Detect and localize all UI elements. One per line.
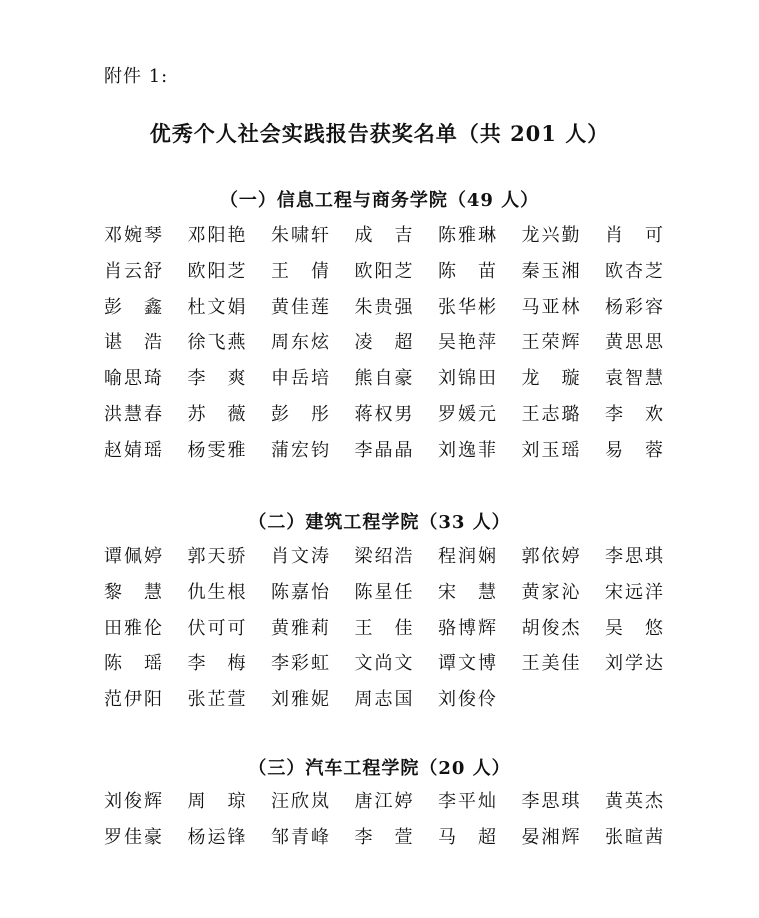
name-entry: 王荣辉	[521, 332, 582, 354]
name-entry: 周 琼	[187, 791, 246, 812]
name-entry: 刘逸菲	[438, 439, 498, 461]
name-entry: 胡俊杰	[521, 617, 582, 639]
name-entry: 李平灿	[438, 791, 498, 812]
name-entry: 欧阳芝	[187, 260, 248, 282]
name-entry: 刘锦田	[438, 368, 498, 390]
name-entry: 杜文娟	[187, 296, 248, 318]
name-entry: 伏可可	[187, 617, 248, 639]
name-entry: 邓婉琴	[104, 225, 164, 246]
name-entry: 杨雯雅	[187, 439, 248, 461]
name-entry: 罗佳豪	[104, 826, 164, 848]
name-entry: 李 爽	[187, 368, 246, 390]
name-entry: 袁智慧	[605, 368, 665, 390]
name-entry: 陈 苗	[438, 260, 496, 282]
name-entry: 谭佩婷	[104, 546, 164, 567]
name-entry: 谌 浩	[104, 332, 162, 354]
name-entry: 宋 慧	[438, 581, 496, 603]
name-entry: 罗媛元	[438, 403, 498, 425]
name-entry: 李晶晶	[354, 439, 415, 461]
name-entry: 谭文博	[438, 653, 498, 675]
name-entry: 周志国	[354, 689, 415, 711]
name-entry: 龙兴勤	[521, 225, 582, 246]
name-entry: 吴艳萍	[438, 332, 498, 354]
name-entry: 朱啸轩	[271, 225, 331, 246]
section-heading-1: （一）信息工程与商务学院（49 人）	[219, 190, 540, 211]
name-entry: 张暄茜	[605, 826, 665, 848]
name-entry: 刘俊辉	[104, 791, 164, 812]
name-entry: 李思琪	[521, 791, 582, 812]
name-entry: 凌 超	[354, 332, 413, 354]
name-entry: 肖 可	[605, 225, 663, 246]
name-entry: 文尚文	[354, 653, 415, 675]
name-entry: 马亚林	[521, 296, 582, 318]
name-entry: 吴 悠	[605, 617, 663, 639]
section-heading-2: （二）建筑工程学院（33 人）	[248, 512, 511, 533]
name-entry: 郭依婷	[521, 546, 582, 567]
name-entry: 宋远洋	[605, 581, 665, 603]
name-entry: 徐飞燕	[187, 332, 248, 354]
name-entry: 张芷萱	[187, 689, 248, 711]
name-entry: 李 欢	[605, 403, 663, 425]
name-entry: 刘学达	[605, 653, 665, 675]
name-entry: 陈嘉怡	[271, 581, 331, 603]
name-entry: 黄英杰	[605, 791, 665, 812]
name-entry: 陈星任	[354, 581, 415, 603]
name-entry: 彭 鑫	[104, 296, 162, 318]
name-entry: 赵婧瑶	[104, 439, 164, 461]
name-list-section-2	[104, 545, 684, 724]
name-entry: 杨运锋	[187, 826, 248, 848]
name-entry: 邓阳艳	[187, 225, 248, 246]
name-entry: 张华彬	[438, 296, 498, 318]
name-entry: 陈雅琳	[438, 225, 498, 246]
name-entry: 梁绍浩	[354, 546, 415, 567]
name-entry: 王 佳	[354, 617, 413, 639]
name-entry: 仇生根	[187, 581, 248, 603]
name-entry: 黎 慧	[104, 581, 162, 603]
name-entry: 汪欣岚	[271, 791, 331, 812]
name-entry: 熊自豪	[354, 368, 415, 390]
name-entry: 刘俊伶	[438, 689, 498, 711]
name-entry: 唐江婷	[354, 791, 415, 812]
name-entry: 刘雅妮	[271, 689, 331, 711]
name-entry: 欧杏芝	[605, 260, 665, 282]
name-entry: 程润娴	[438, 546, 498, 567]
name-entry: 洪慧春	[104, 403, 164, 425]
name-entry: 龙 璇	[521, 368, 580, 390]
name-entry: 周东炫	[271, 332, 331, 354]
name-entry: 郭天骄	[187, 546, 248, 567]
name-list-section-1	[104, 224, 684, 475]
name-entry: 范伊阳	[104, 689, 164, 711]
name-entry: 李 萱	[354, 826, 413, 848]
name-entry: 王美佳	[521, 653, 582, 675]
name-entry: 肖云舒	[104, 260, 164, 282]
document-title: 优秀个人社会实践报告获奖名单（共 201 人）	[149, 121, 610, 146]
name-entry: 李思琪	[605, 546, 665, 567]
name-entry: 申岳培	[271, 368, 331, 390]
name-list-section-3	[104, 790, 684, 862]
name-entry: 陈 瑶	[104, 653, 162, 675]
name-entry: 晏湘辉	[521, 826, 582, 848]
name-entry: 刘玉瑶	[521, 439, 582, 461]
name-entry: 黄雅莉	[271, 617, 331, 639]
name-entry: 黄家沁	[521, 581, 582, 603]
name-entry: 王 倩	[271, 260, 329, 282]
name-entry: 王志璐	[521, 403, 582, 425]
attachment-label: 附件 1:	[104, 66, 169, 87]
name-entry: 朱贵强	[354, 296, 415, 318]
section-heading-3: （三）汽车工程学院（20 人）	[248, 758, 511, 779]
name-entry: 彭 彤	[271, 403, 329, 425]
name-entry: 欧阳芝	[354, 260, 415, 282]
name-entry: 成 吉	[354, 225, 413, 246]
name-entry: 黄佳莲	[271, 296, 331, 318]
name-entry: 易 蓉	[605, 439, 663, 461]
name-entry: 苏 薇	[187, 403, 246, 425]
name-entry: 黄思思	[605, 332, 665, 354]
name-entry: 杨彩容	[605, 296, 665, 318]
name-entry: 骆博辉	[438, 617, 498, 639]
name-entry: 马 超	[438, 826, 496, 848]
name-entry: 李 梅	[187, 653, 246, 675]
name-entry: 田雅伦	[104, 617, 164, 639]
name-entry: 邹青峰	[271, 826, 331, 848]
name-entry: 李彩虹	[271, 653, 331, 675]
name-entry: 喻思琦	[104, 368, 164, 390]
name-entry: 肖文涛	[271, 546, 331, 567]
name-entry: 蒋权男	[354, 403, 415, 425]
name-entry: 蒲宏钧	[271, 439, 331, 461]
name-entry: 秦玉湘	[521, 260, 582, 282]
